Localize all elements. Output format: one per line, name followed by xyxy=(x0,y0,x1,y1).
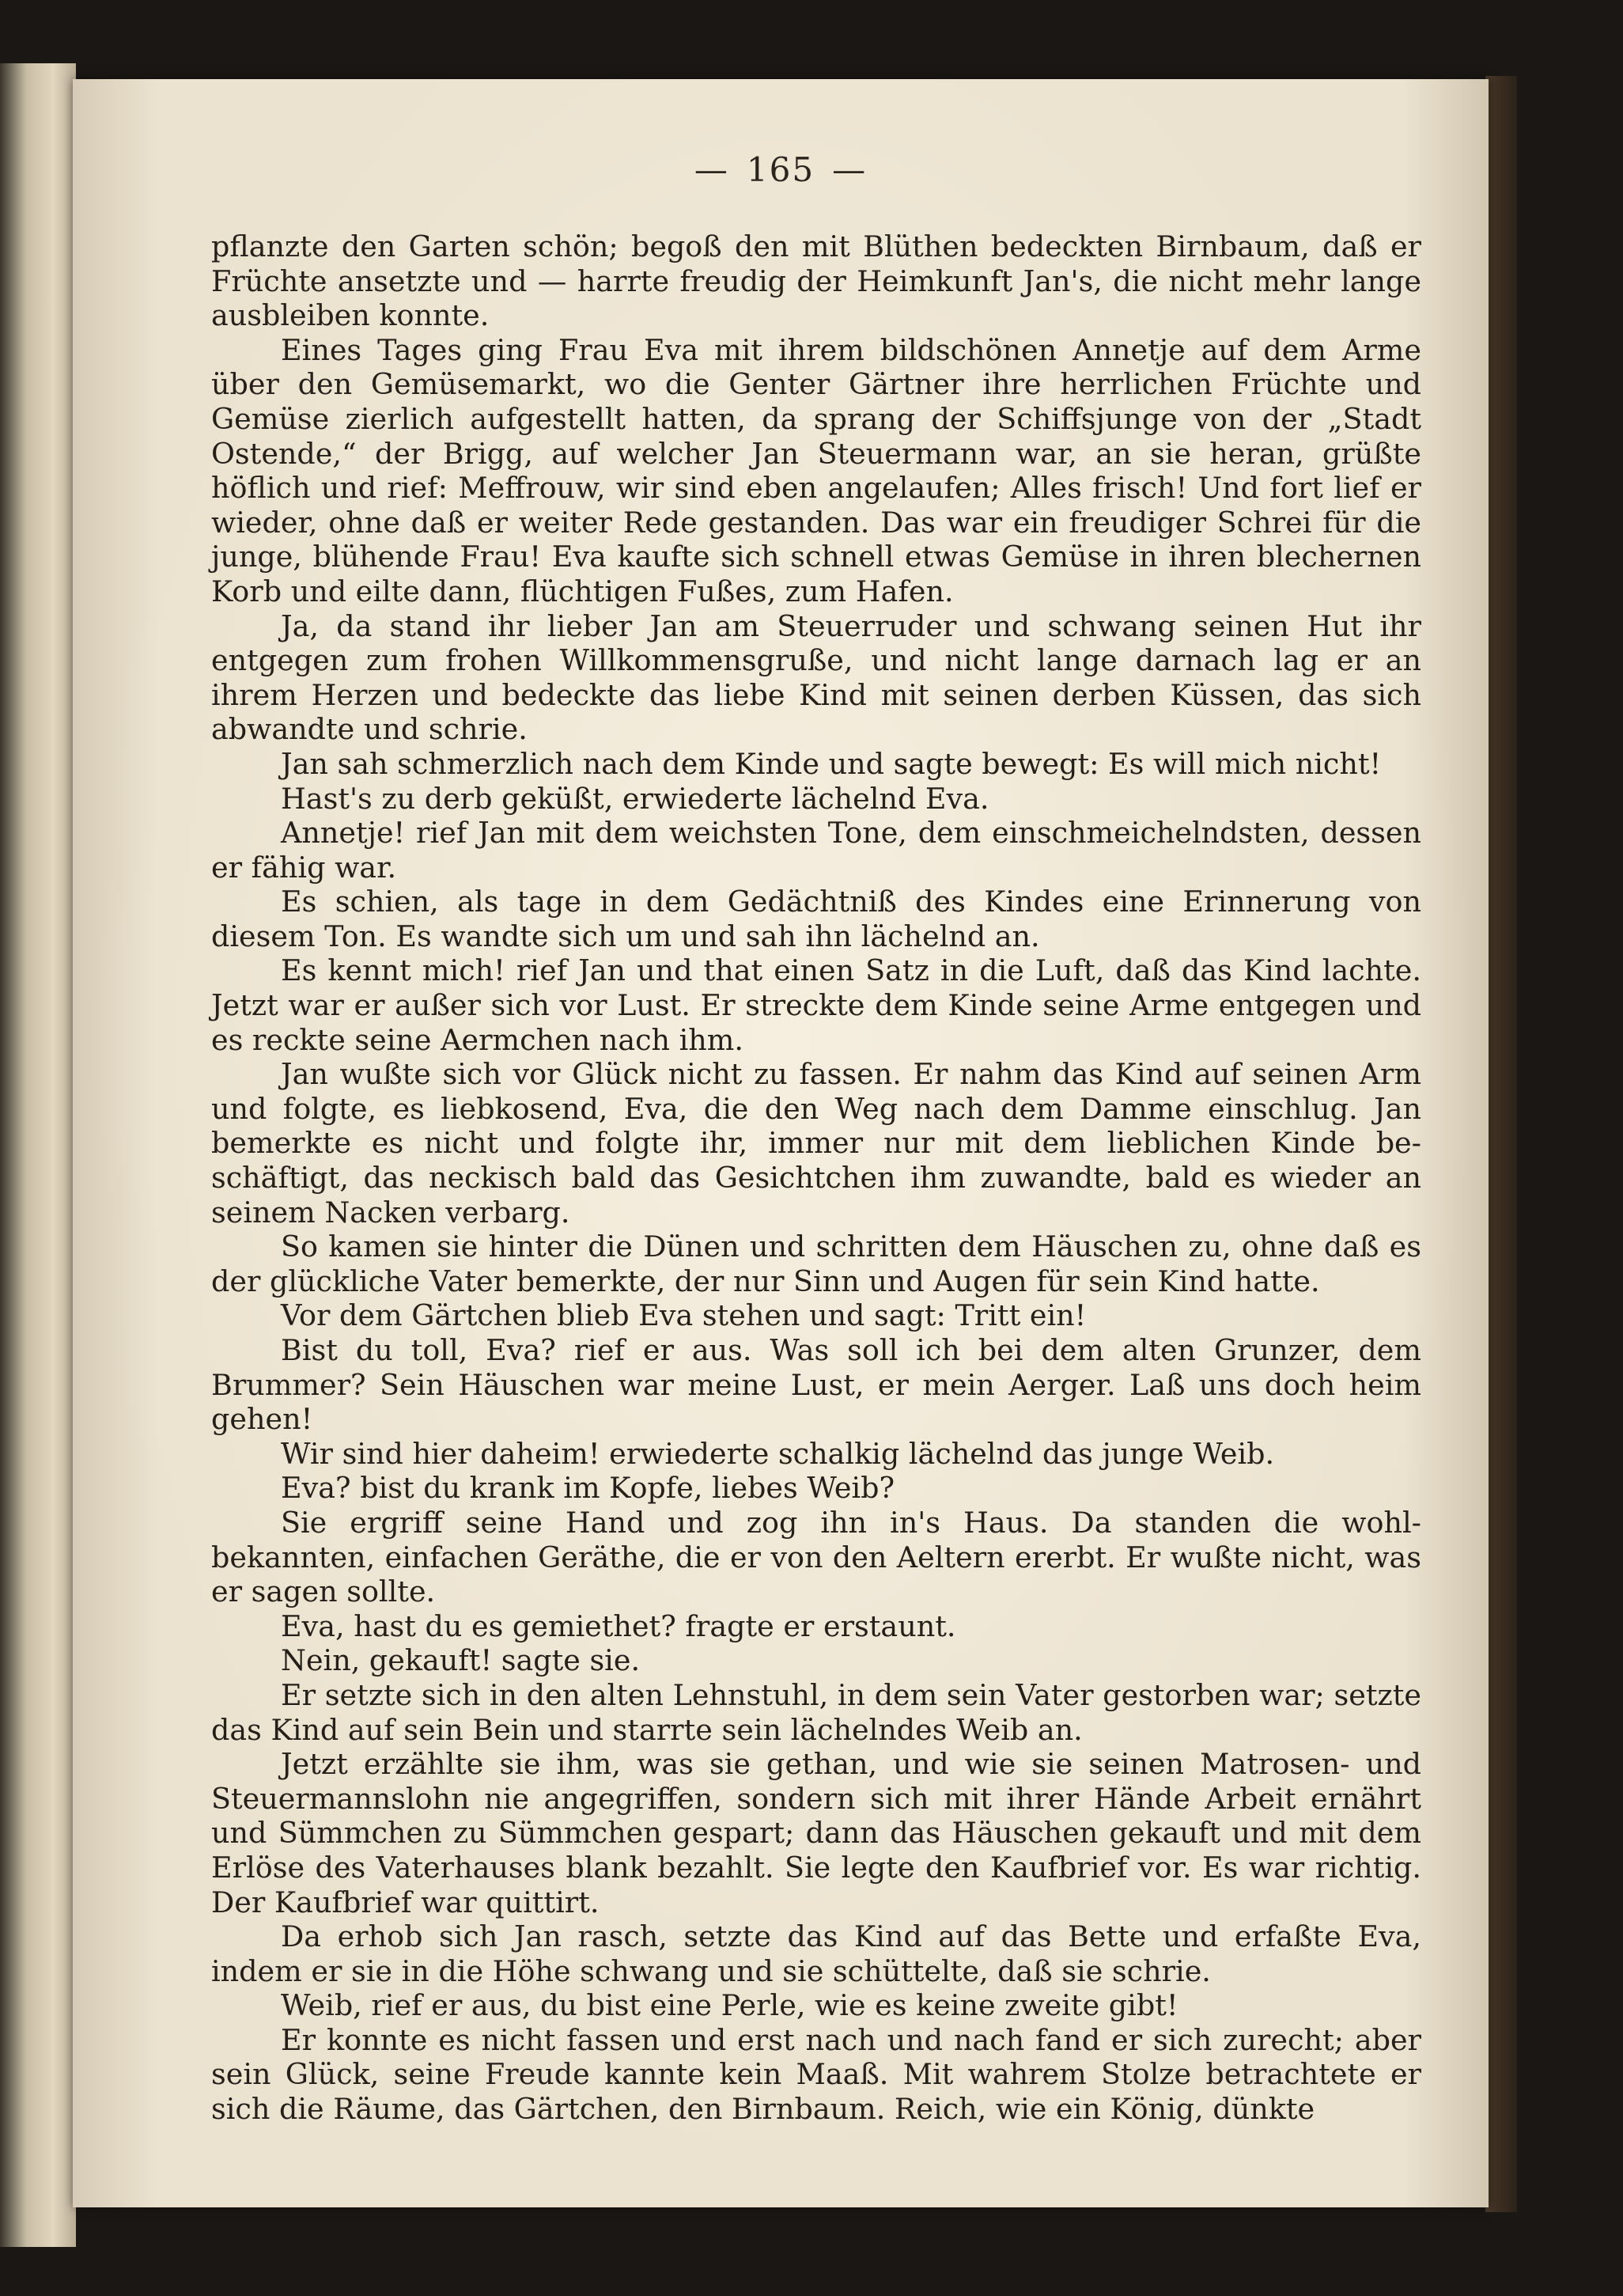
page-number-dash-left: — xyxy=(694,150,729,189)
paragraph-6: Annetje! rief Jan mit dem weichsten Tone, dem einschmeichelndsten, dessen er fähig war. xyxy=(211,816,1421,885)
paragraph-19: Jetzt erzählte sie ihm, was sie gethan, und wie sie seinen Matrosen- und Steuermannslohn nie angegriffen, sondern sich mit ihrer Hände Arbeit ernährt und Sümmchen zu Sümmchen gespart; dann das Häuschen gekauft und mit dem Erlöse des Vaterhauses blank bezahlt. Sie legte den Kaufbrief vor. Es war richtig. Der Kaufbrief war quittirt. xyxy=(211,1747,1421,1919)
paragraph-4: Jan sah schmerzlich nach dem Kinde und sagte bewegt: Es will mich nicht! xyxy=(281,746,1382,781)
paragraph-22: Er konnte es nicht fassen und erst nach und nach fand er sich zurecht; aber sein Glück, seine Freude kannte kein Maaß. Mit wahrem Stolze betrachtete er sich die Räume, das Gärtchen, den Birnbaum. Reich, wie ein König, dünkte xyxy=(211,2022,1421,2127)
paragraph-17: Nein, gekauft! sagte sie. xyxy=(281,1643,641,1678)
paragraph-18: Er setzte sich in den alten Lehnstuhl, in dem sein Vater gestorben war; setzte das Kind auf sein Bein und starrte sein lächelndes Weib an. xyxy=(211,1677,1421,1747)
paragraph-20: Da erhob sich Jan rasch, setzte das Kind auf das Bette und erfaßte Eva, indem er sie in die Höhe schwang und sie schüttelte, daß sie schrie. xyxy=(211,1919,1421,1988)
paragraph-1: pflanzte den Garten schön; begoß den mit Blüthen bedeckten Birnbaum, daß er Früchte ansetzte und — harrte freudig der Heimkunft Jan's, die nicht mehr lange ausbleiben konnte. xyxy=(211,229,1421,333)
paragraph-15: Sie ergriff seine Hand und zog ihn in's Haus. Da standen die wohl- bekannten, einfachen Geräthe, die er von den Aeltern ererbt. Er wußte nicht, was er sagen sollte. xyxy=(211,1505,1421,1609)
book-cover-edge xyxy=(1485,76,1517,2212)
page-number-value: 165 xyxy=(746,150,815,189)
paragraph-11: Vor dem Gärtchen blieb Eva stehen und sagt: Tritt ein! xyxy=(281,1298,1087,1333)
paragraph-13: Wir sind hier daheim! erwiederte schalkig lächelnd das junge Weib. xyxy=(281,1436,1275,1471)
page-number-dash-right: — xyxy=(832,150,868,189)
book-spine-edge xyxy=(0,63,76,2247)
paragraph-3: Ja, da stand ihr lieber Jan am Steuerruder und schwang seinen Hut ihr entgegen zum frohen Willkommensgruße, und nicht lange darnach lag er an ihrem Herzen und bedeckte das liebe Kind mit seinen derben Küssen, das sich abwandte und schrie. xyxy=(211,608,1421,747)
paragraph-10: So kamen sie hinter die Dünen und schritten dem Häuschen zu, ohne daß es der glückliche Vater bemerkte, der nur Sinn und Augen für sein Kind hatte. xyxy=(211,1229,1421,1298)
body-text xyxy=(211,229,1421,2127)
paragraph-7: Es schien, als tage in dem Gedächtniß des Kindes eine Erinnerung von diesem Ton. Es wandte sich um und sah ihn lächelnd an. xyxy=(211,885,1421,953)
book-page xyxy=(73,79,1489,2207)
paragraph-8: Es kennt mich! rief Jan und that einen Satz in die Luft, daß das Kind lachte. Jetzt war er außer sich vor Lust. Er streckte dem Kinde seine Arme entgegen und es reckte seine Aermchen nach ihm. xyxy=(211,953,1421,1057)
paragraph-5: Hast's zu derb geküßt, erwiederte lächelnd Eva. xyxy=(281,781,989,816)
page-number xyxy=(73,150,1489,189)
paragraph-9: Jan wußte sich vor Glück nicht zu fassen. Er nahm das Kind auf seinen Arm und folgte, es liebkosend, Eva, die den Weg nach dem Damme einschlug. Jan bemerkte es nicht und folgte ihr, immer nur mit dem lieblichen Kinde be- schäftigt, das neckisch bald das Gesichtchen ihm zuwandte, bald es wieder an seinem Nacken verbarg. xyxy=(211,1057,1421,1229)
paragraph-14: Eva? bist du krank im Kopfe, liebes Weib? xyxy=(281,1471,895,1506)
paragraph-21: Weib, rief er aus, du bist eine Perle, wie es keine zweite gibt! xyxy=(281,1988,1178,2023)
paragraph-12: Bist du toll, Eva? rief er aus. Was soll ich bei dem alten Grunzer, dem Brummer? Sein Häuschen war meine Lust, er mein Aerger. Laß uns doch heim gehen! xyxy=(211,1333,1421,1437)
paragraph-16: Eva, hast du es gemiethet? fragte er erstaunt. xyxy=(281,1608,956,1643)
paragraph-2: Eines Tages ging Frau Eva mit ihrem bildschönen Annetje auf dem Arme über den Gemüsemarkt, wo die Genter Gärtner ihre herrlichen Früchte und Gemüse zierlich aufgestellt hatten, da sprang der Schiffsjunge von der „Stadt Ostende,“ der Brigg, auf welcher Jan Steuermann war, an sie heran, grüßte höflich und rief: Meffrouw, wir sind eben angelaufen; Alles frisch! Und fort lief er wieder, ohne daß er weiter Rede gestanden. Das war ein freudiger Schrei für die junge, blühende Frau! Eva kaufte sich schnell etwas Gemüse in ihren blechernen Korb und eilte dann, flüchtigen Fußes, zum Hafen. xyxy=(211,332,1421,608)
